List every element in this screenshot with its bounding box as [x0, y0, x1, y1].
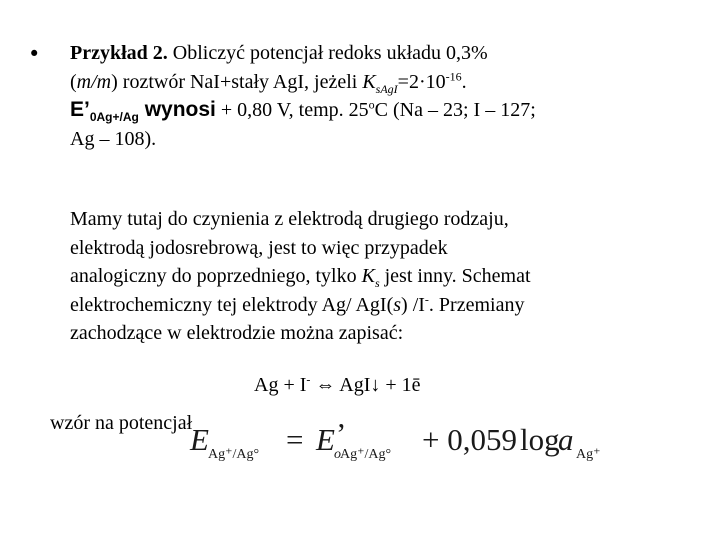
explanation-line-2: elektrodą jodosrebrową, jest to więc przypadek	[70, 236, 448, 259]
solid-state-italic: s	[393, 293, 402, 316]
explanation-line-5: zachodzące w elektrodzie można zapisać:	[70, 322, 404, 344]
ks-subscript-2: s	[374, 276, 380, 290]
degree-superscript: o	[368, 97, 375, 112]
formula-log: log	[520, 422, 560, 457]
task-line-3	[70, 96, 670, 125]
explanation-line-3	[70, 262, 685, 291]
task-line-2	[70, 68, 670, 97]
mass-ratio-italic: m/m	[76, 70, 112, 93]
paren-open: (	[70, 70, 77, 93]
explanation-line-3a: analogiczny do poprzedniego, tylko	[70, 265, 362, 287]
explanation-line-4a: elektrochemiczny tej elektrody Ag/ AgI(	[70, 293, 394, 316]
wynosi-word: wynosi	[138, 98, 216, 121]
ks-symbol-2: K	[361, 265, 375, 287]
formula-coefficient: + 0,059	[422, 422, 517, 457]
explanation-paragraph	[70, 205, 685, 348]
task-heading: Przykład 2.	[70, 42, 168, 64]
formula-activity: a	[558, 422, 574, 457]
ks-subscript: sAgI	[375, 81, 398, 96]
standard-potential-symbol	[70, 98, 139, 125]
explanation-line-3b: jest inny. Schemat	[379, 265, 531, 287]
equilibrium-arrow-icon: ⇔	[315, 374, 336, 396]
e-prime-subscript: 0Ag+/Ag	[89, 110, 139, 125]
explanation-line-1: Mamy tutaj do czynienia z elektrodą drugiego rodzaju,	[70, 208, 509, 230]
formula-prime: ’	[336, 416, 347, 451]
task-line-3-text: + 0,80 V, temp. 25	[215, 99, 369, 121]
explanation-line-4b: ) /I	[401, 293, 425, 316]
period: .	[461, 70, 467, 93]
ks-symbol: K	[362, 70, 376, 93]
formula-equals: =	[286, 422, 304, 457]
explanation-line-4c: . Przemiany	[428, 293, 525, 316]
task-line-2-text: ) roztwór NaI+stały AgI, jeżeli	[111, 70, 363, 93]
formula-e0-subscript: Ag⁺/Ag°	[340, 447, 392, 462]
half-reaction	[254, 371, 421, 399]
ks-value: =2·10	[397, 70, 446, 93]
formula-activity-subscript: Ag⁺	[576, 447, 601, 462]
formula-e0-o: o	[334, 447, 341, 462]
task-line-1-text: Obliczyć potencjał redoks układu 0,3%	[167, 42, 488, 64]
reaction-right: AgI	[335, 374, 371, 396]
task-paragraph	[70, 39, 670, 153]
reaction-electron: + 1ē	[380, 374, 421, 396]
formula-e-subscript: Ag⁺/Ag°	[208, 447, 260, 462]
ion-charge-superscript: -	[424, 291, 429, 306]
precipitate-arrow-icon: ↓	[370, 374, 381, 396]
explanation-line-4	[70, 291, 685, 320]
reaction-left: Ag + I	[254, 374, 307, 396]
formula-label: wzór na potencjał	[50, 412, 193, 434]
ks-exponent: -16	[445, 68, 462, 83]
e-prime: E’	[70, 98, 90, 121]
formula-e0: E	[316, 422, 335, 457]
nernst-formula	[190, 416, 610, 470]
bullet-point: •	[28, 42, 41, 66]
task-line-4: Ag – 108).	[70, 127, 157, 150]
formula-e: E	[190, 422, 209, 457]
task-line-1	[70, 39, 670, 68]
task-line-3-tail: C (Na – 23; I – 127;	[374, 99, 536, 121]
iodide-charge: -	[306, 372, 311, 387]
